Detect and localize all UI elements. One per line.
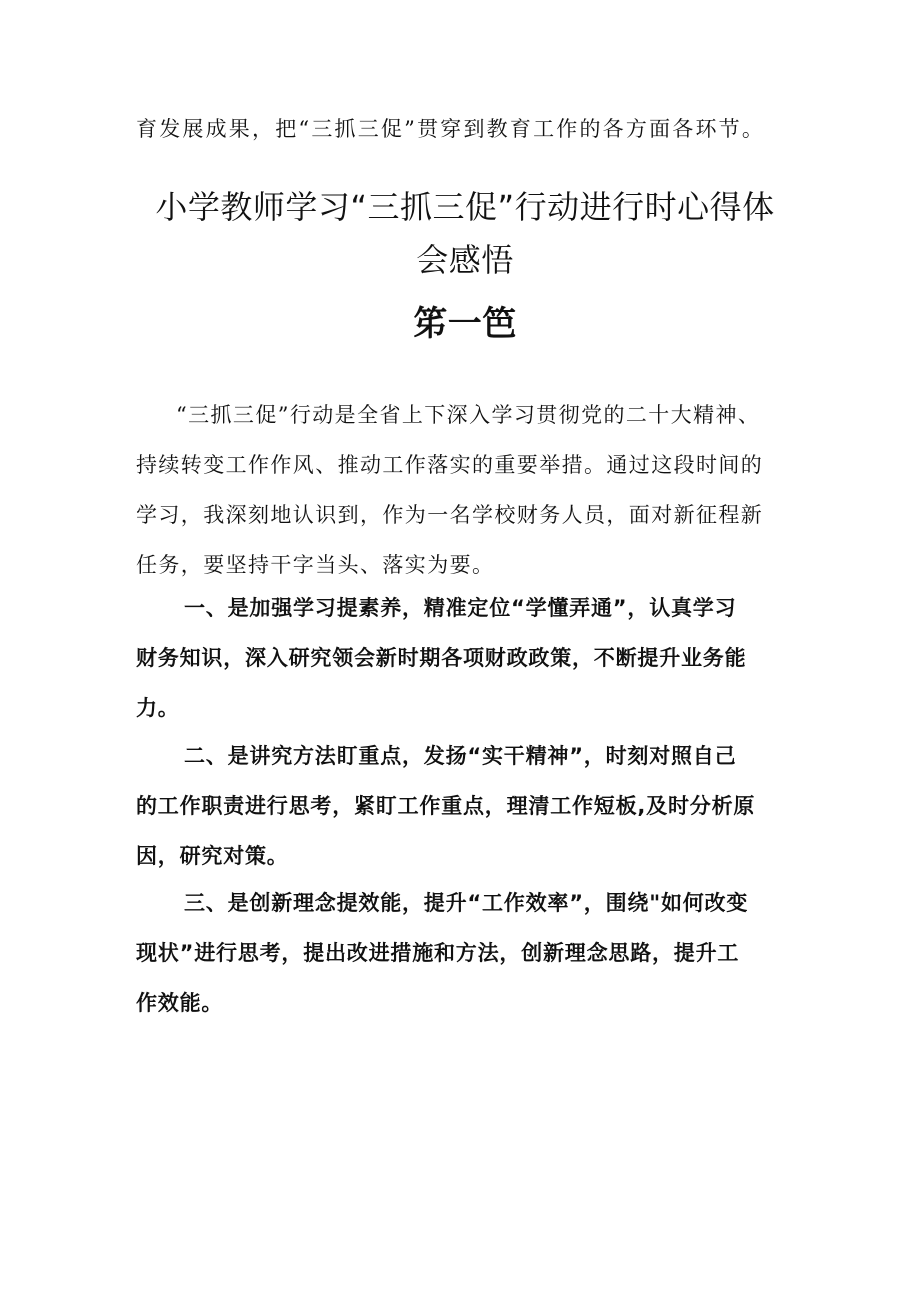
point-paragraph-line: 二、是讲究方法盯重点，发扬“实干精神”，时刻对照自己 — [184, 744, 737, 768]
point-paragraph-line: 三、是创新理念提效能，提升“工作效率”，围绕"如何改变 — [184, 891, 749, 915]
point-paragraph-line: 因，研究对策。 — [136, 844, 289, 868]
point-paragraph-line: 现状”进行思考，提出改进措施和方法，创新理念思路，提升工 — [136, 941, 740, 965]
point-paragraph-line: 财务知识，深入研究领会新时期各项财政政策，不断提升业务能 — [136, 646, 747, 670]
section-heading: 笫一笆 — [413, 304, 517, 344]
point-paragraph-1 — [136, 583, 796, 733]
intro-paragraph-line: “三抓三促”行动是全省上下深入学习贯彻党的二十大精神、 — [176, 403, 761, 427]
point-paragraph-3 — [136, 878, 796, 1028]
document-title-line-1: 小学教师学习“三抓三促”行动进行时心得体 — [155, 188, 775, 226]
intro-paragraph — [136, 390, 796, 590]
carry-over-text-line: 育发展成果，把“三抓三促”贯穿到教育工作的各方面各环节。 — [136, 117, 766, 141]
point-paragraph-line: 一、是加强学习提素养，精准定位“学懂弄通”，认真学习 — [184, 596, 737, 620]
point-paragraph-line: 的工作职责进行思考，紧盯工作重点，理清工作短板,及时分析原 — [136, 794, 756, 818]
document-title-line-2: 会感悟 — [416, 241, 514, 279]
point-paragraph-2 — [136, 731, 796, 881]
point-paragraph-line: 作效能。 — [136, 991, 224, 1015]
intro-paragraph-line: 学习，我深刻地认识到，作为一名学校财务人员，面对新征程新 — [136, 503, 764, 527]
point-paragraph-line: 力。 — [136, 696, 180, 720]
intro-paragraph-line: 任务，要坚持干字当头、落实为要。 — [136, 553, 495, 577]
intro-paragraph-line: 持续转变工作作风、推动工作落实的重要举措。通过这段时间的 — [136, 453, 764, 477]
